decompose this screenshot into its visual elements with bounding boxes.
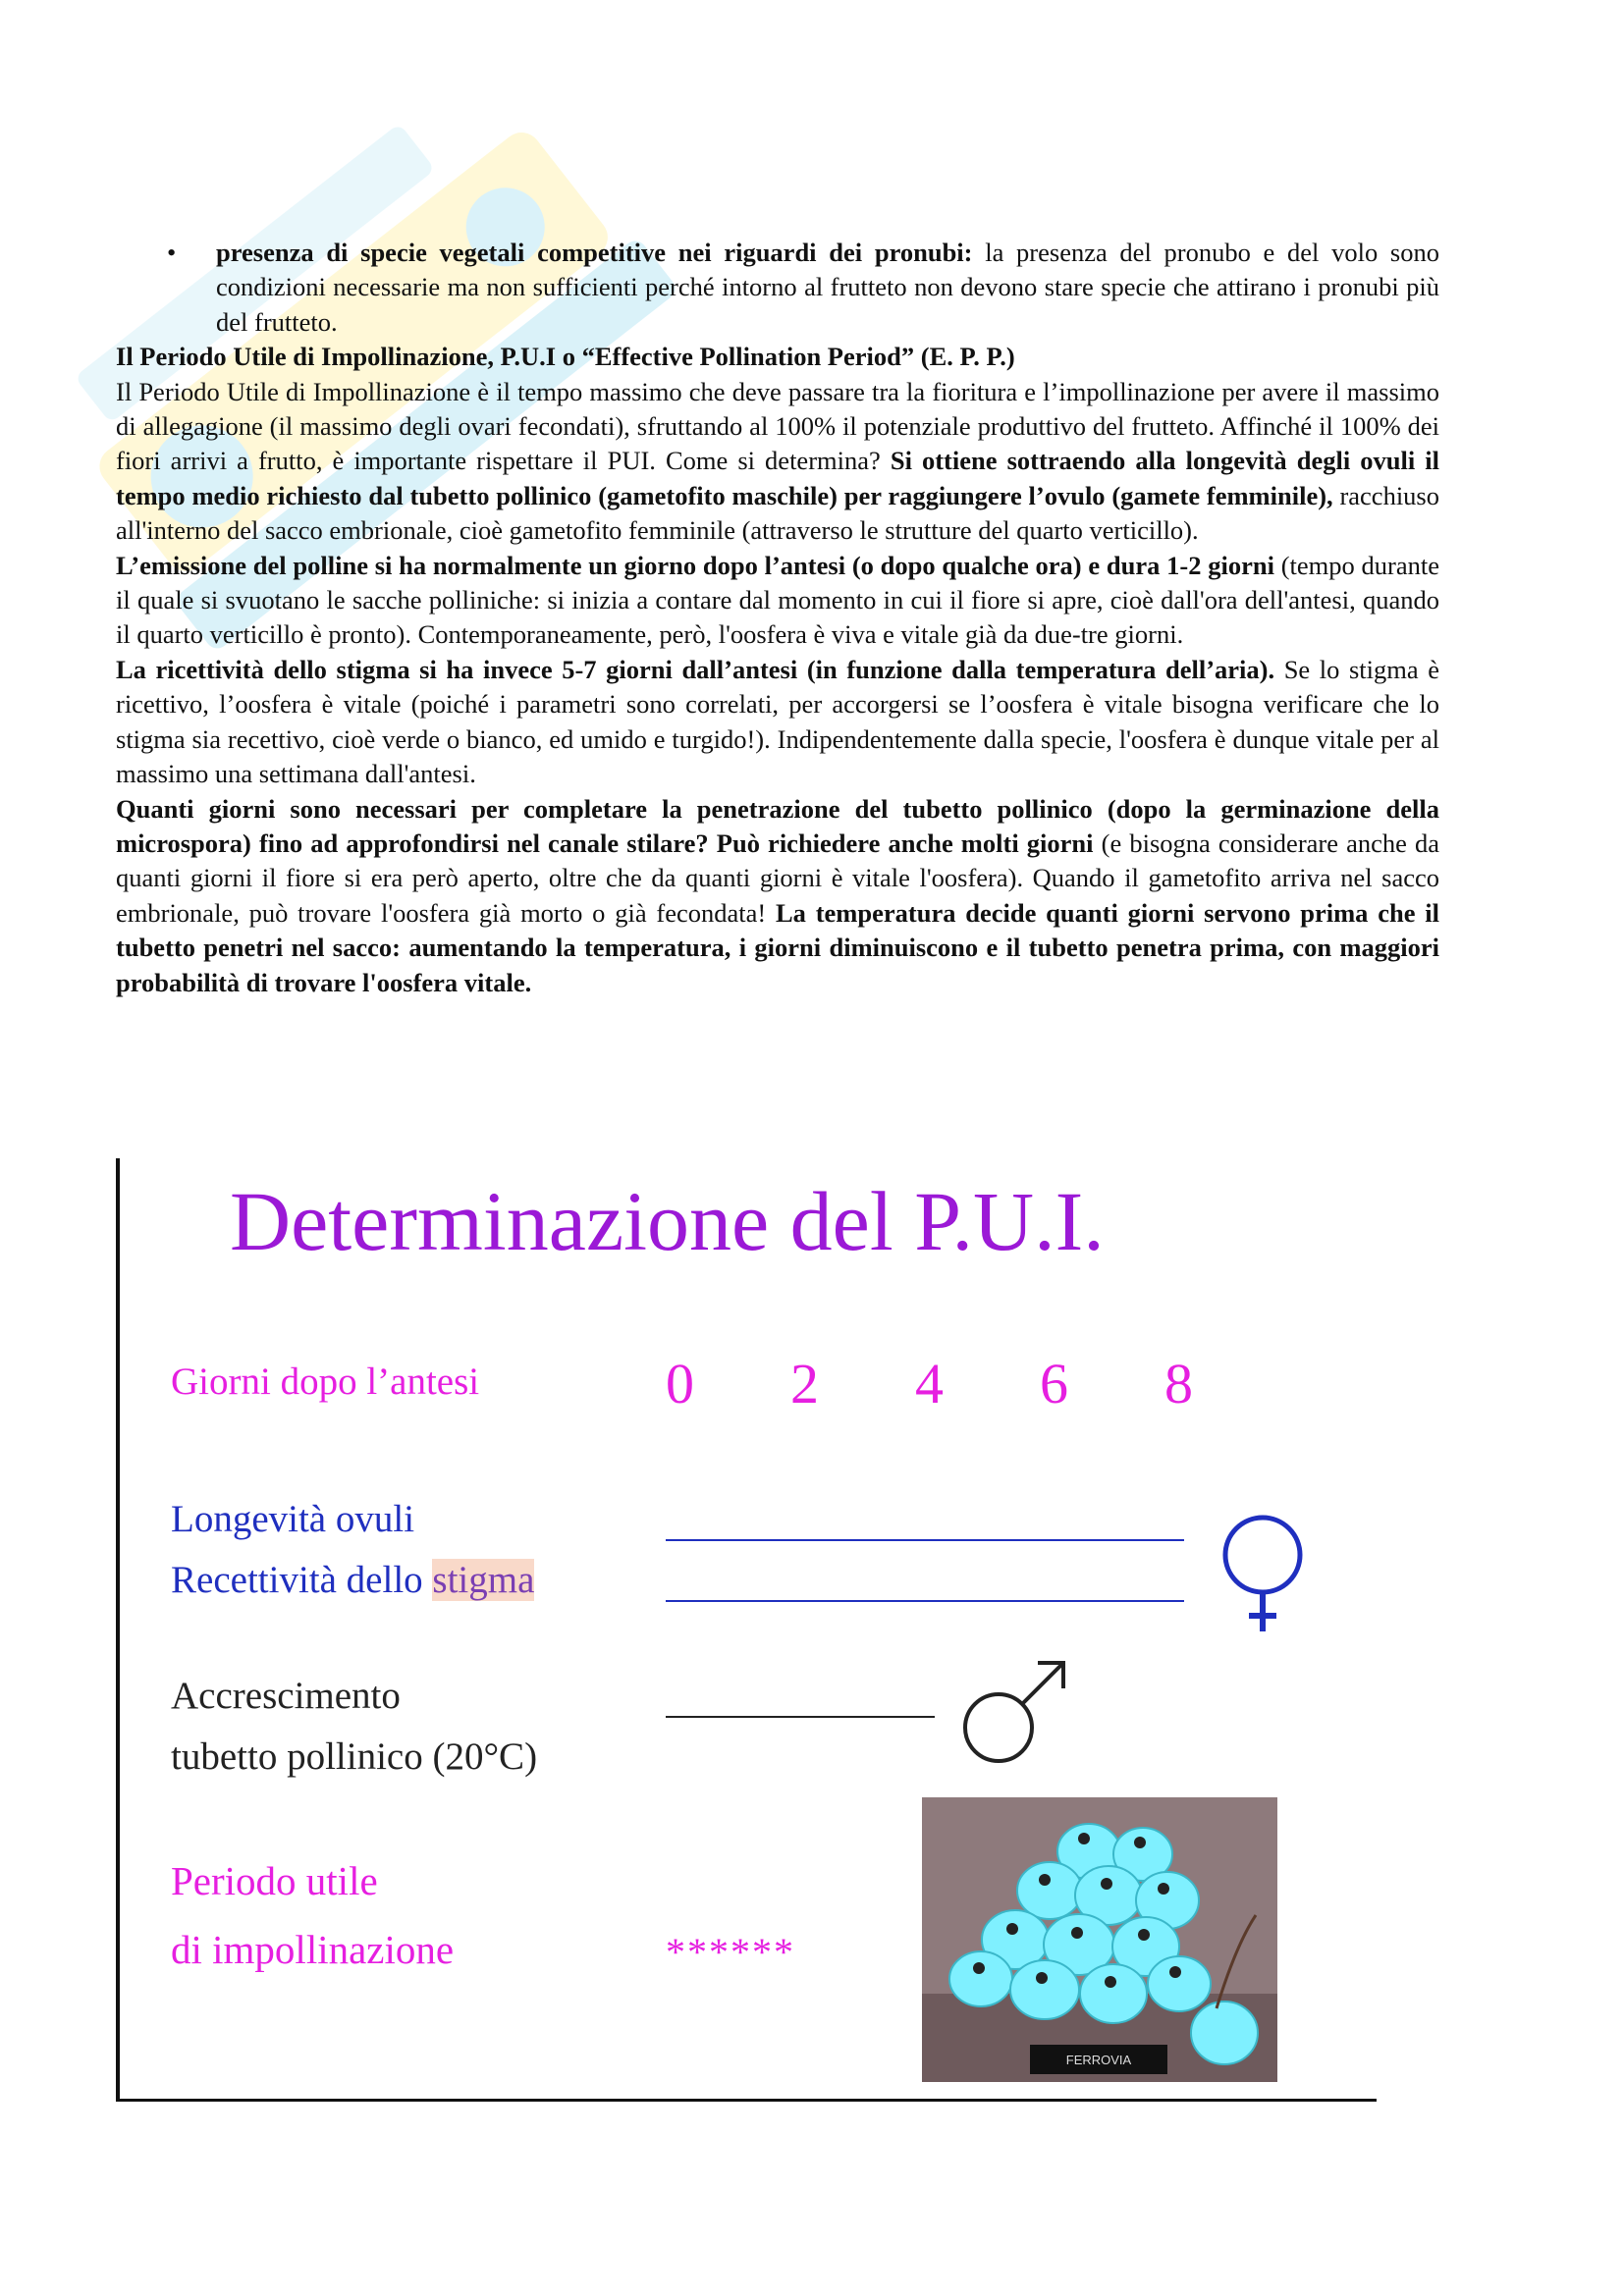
day-tick: 4 [915, 1352, 944, 1415]
growth-bar [666, 1716, 935, 1718]
photo-label: FERROVIA [1065, 2053, 1132, 2067]
cherries-photo [922, 1797, 1277, 2082]
day-tick: 0 [666, 1352, 694, 1415]
period-stars: ****** [666, 1930, 795, 1974]
paragraph-1: Il Periodo Utile di Impollinazione è il tempo massimo che deve passare tra la fioritura e l’impollinazione per avere il massimo di allegagione (il massimo degli ovari fecondati), sfruttando al 100% il potenziale produttivo del frutteto. Affinché il 100% dei fiori arrivi a frutto, è importante rispettare il PUI. Come si determina? Si ottiene sottraendo alla longevità degli ovuli il tempo medio richiesto dal tubetto pollinico (gametofito maschile) per raggiungere l’ovulo (gamete femminile), racchiuso all'interno del sacco embrionale, cioè gametofito femminile (attraverso le strutture del quarto verticillo). [116, 376, 1439, 546]
figure-title: Determinazione del P.U.I. [230, 1174, 1105, 1268]
pui-figure [116, 1158, 1377, 2102]
day-tick: 6 [1040, 1352, 1068, 1415]
bullet-bold: presenza di specie vegetali competitive nei riguardi dei pronubi: [216, 238, 973, 267]
growth-label-1: Accrescimento [171, 1675, 401, 1717]
section-heading: Il Periodo Utile di Impollinazione, P.U.I o “Effective Pollination Period” (E. P. P.) [116, 342, 1015, 372]
receptivity-bar [666, 1600, 1184, 1602]
growth-label-2: tubetto pollinico (20°C) [171, 1735, 538, 1778]
period-label-1: Periodo utile [171, 1858, 378, 1903]
male-symbol-icon [957, 1653, 1073, 1769]
period-label-2: di impollinazione [171, 1927, 455, 1972]
female-symbol-icon [1217, 1514, 1308, 1635]
stigma-highlight: stigma [432, 1559, 535, 1601]
days-label: Giorni dopo l’antesi [171, 1361, 480, 1403]
longevity-label: Longevità ovuli [171, 1498, 415, 1540]
paragraph-2: L’emissione del polline si ha normalmente un giorno dopo l’antesi (o dopo qualche ora) e dura 1-2 giorni (tempo durante il quale si svuotano le sacche polliniche: si inizia a contare dal momento in cui il fiore si apre, cioè dall'ora dell'antesi, quando il quarto verticillo è pronto). Contemporaneamente, però, l'oosfera è viva e vitale già da due-tre giorni. [116, 550, 1439, 650]
day-tick: 8 [1164, 1352, 1193, 1415]
body-text [116, 236, 1439, 1000]
paragraph-4: Quanti giorni sono necessari per completare la penetrazione del tubetto pollinico (dopo la germinazione della microspora) fino ad approfondirsi nel canale stilare? Può richiedere anche molti giorni (e bisogna considerare anche da quanti giorni il fiore si era però aperto, oltre che da quanti giorni è vitale l'oosfera). Quando il gametofito arriva nel sacco embrionale, può trovare l'oosfera già morto o già fecondata! La temperatura decide quanti giorni servono prima che il tubetto penetri nel sacco: aumentando la temperatura, i giorni diminuiscono e il tubetto penetra prima, con maggiori probabilità di trovare l'oosfera vitale. [116, 793, 1440, 997]
longevity-bar [666, 1539, 1184, 1541]
receptivity-label: Recettività dello stigma [171, 1559, 535, 1601]
paragraph-3: La ricettività dello stigma si ha invece 5-7 giorni dall’antesi (in funzione dalla temperatura dell’aria). Se lo stigma è ricettivo, l’oosfera è vitale (poiché i parametri sono correlati, per accorgersi se l’oosfera è vitale bisogna verificare che lo stigma sia recettivo, cioè verde o bianco, ed umido e turgido!). Indipendentemente dalla specie, l'oosfera è dunque vitale per al massimo una settimana dall'antesi. [116, 654, 1439, 789]
day-tick: 2 [790, 1352, 819, 1415]
bullet-text: la presenza del pronubo e del volo sono condizioni necessarie ma non sufficienti perché intorno al frutteto non devono stare specie che attirano i pronubi più del frutteto. [216, 238, 1439, 337]
bullet-marker: • [167, 238, 177, 267]
bullet-item [116, 236, 1439, 340]
